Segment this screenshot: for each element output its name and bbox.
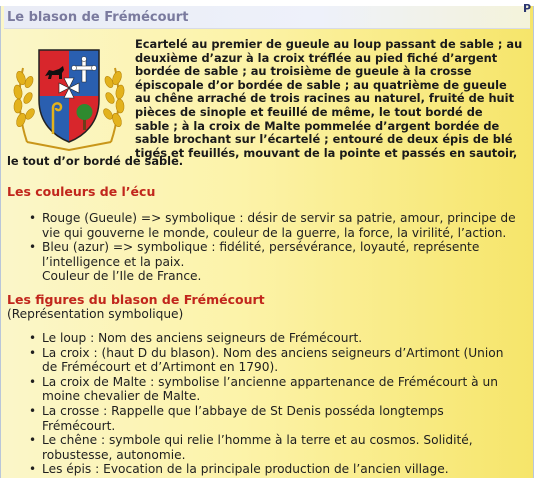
description-line: bordée de sable ; au troisième de gueule à la crosse xyxy=(135,64,472,79)
coat-of-arms-image xyxy=(9,38,129,156)
list-item-line: • Bleu (azur) => symbolique : fidélité, persévérance, loyauté, représente xyxy=(42,240,480,255)
figures-list xyxy=(27,331,527,477)
list-item xyxy=(27,433,527,462)
blason-description xyxy=(135,38,531,160)
list-item xyxy=(27,375,527,404)
description-line: pièces de sinople et feuillé de même, le tout bordé de xyxy=(135,104,483,119)
list-item xyxy=(27,331,527,346)
list-item-line: vie qui gouverne le monde, couleur de la guerre, la force, la virilité, l’action. xyxy=(42,225,507,240)
list-item-line: • Les épis : Evocation de la principale production de l’ancien village. xyxy=(42,462,449,477)
description-line: sable brochant sur l’écartelé ; entouré de deux épis de blé xyxy=(135,132,513,147)
figures-section-title: Les figures du blason de Frémécourt xyxy=(7,292,265,307)
figures-subtitle: (Représentation symbolique) xyxy=(7,307,184,321)
list-item-line: moine chevalier de Malte. xyxy=(42,389,201,404)
list-item-line: Frémécourt. xyxy=(42,418,116,433)
list-item-line: • Le loup : Nom des anciens seigneurs de Frémécourt. xyxy=(42,331,363,345)
list-item-line: • La croix : (haut D du blason). Nom des anciens seigneurs d’Artimont (Union xyxy=(42,345,504,360)
list-item-line: de Frémécourt et d’Artimont en 1790). xyxy=(42,360,279,375)
header-bar xyxy=(4,6,530,29)
page-title: Le blason de Frémécourt xyxy=(7,9,189,25)
list-item xyxy=(27,346,527,375)
corner-mark: P xyxy=(522,2,531,15)
description-line: Ecartelé au premier de gueule au loup passant de sable ; au xyxy=(135,37,523,51)
description-tail: le tout d’or bordé de sable. xyxy=(7,154,184,168)
list-item-line: l’intelligence et la paix. xyxy=(42,254,185,269)
list-item-line: • La croix de Malte : symbolise l’ancienne appartenance de Frémécourt à un xyxy=(42,374,498,389)
list-item-line: • Rouge (Gueule) => symbolique : désir de servir sa patrie, amour, principe de xyxy=(42,211,516,225)
list-item-line: robustesse, autonomie. xyxy=(42,447,186,462)
list-item xyxy=(27,462,527,477)
couleurs-list xyxy=(27,211,527,284)
page xyxy=(0,2,534,478)
couleurs-section-title: Les couleurs de l’écu xyxy=(7,184,156,199)
list-item-line: Couleur de l’Ile de France. xyxy=(42,269,202,284)
description-line: tigés et feuillés, mouvant de la pointe et passés en sautoir, xyxy=(135,145,518,160)
list-item-line: • Le chêne : symbole qui relie l’homme à la terre et au cosmos. Solidité, xyxy=(42,433,473,448)
list-item xyxy=(27,211,527,240)
shield xyxy=(39,50,99,146)
description-line: sable ; à la croix de Malte pommelée d’argent bordée de xyxy=(135,118,500,133)
description-line: épiscopale d’or bordée de sable ; au quatrième de gueule xyxy=(135,77,507,92)
list-item-line: • La crosse : Rappelle que l’abbaye de St Denis posséda longtemps xyxy=(42,403,444,418)
list-item xyxy=(27,404,527,433)
description-line: au chêne arraché de trois racines au naturel, fruité de huit xyxy=(135,91,515,106)
list-item xyxy=(27,240,527,284)
description-line: deuxième d’azur à la croix tréflée au pied fiché d’argent xyxy=(135,50,498,65)
